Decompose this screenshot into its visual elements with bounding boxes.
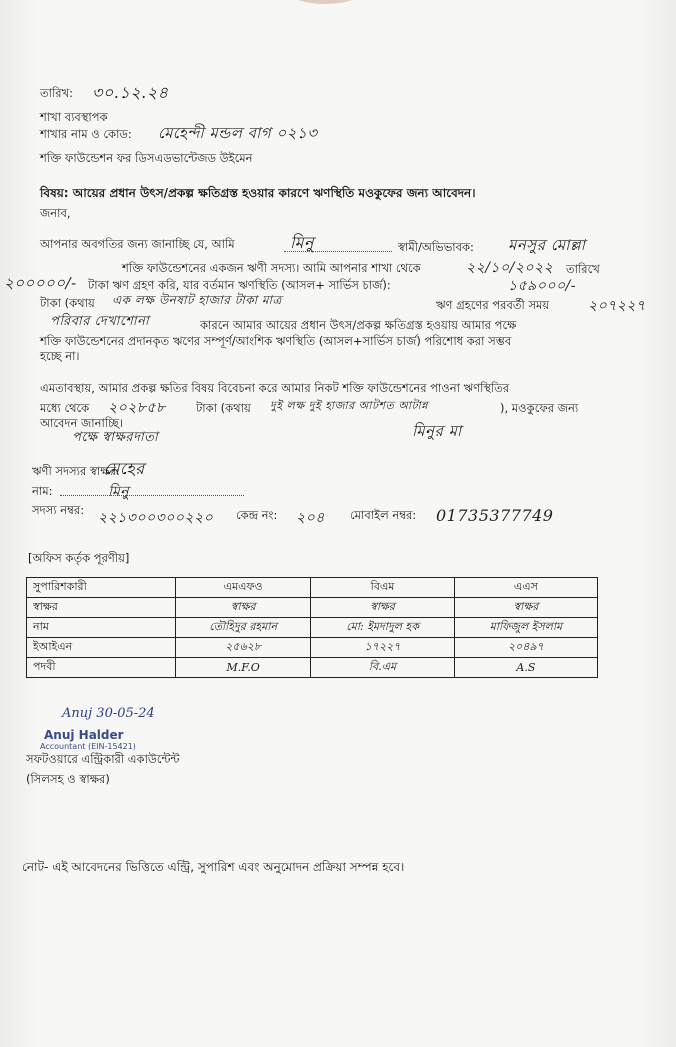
header-cell: বিএম: [311, 578, 455, 598]
witness-left-hw: পক্ষে স্বাক্ষরদাতা: [72, 430, 159, 445]
para1-line1: আপনার অবগতির জন্য জানাচ্ছি যে, আমি: [40, 237, 235, 251]
ein-cell: ১৭২২৭: [311, 638, 455, 658]
signature-cell: স্বাক্ষর: [176, 598, 311, 618]
stamp-name: Anuj Halder: [44, 728, 124, 742]
stain-mark: [290, 0, 360, 4]
office-table: [26, 577, 598, 678]
row-label: পদবী: [27, 658, 176, 678]
guardian-label: স্বামী/অভিভাবক:: [398, 240, 474, 254]
dotted-line: [60, 494, 244, 496]
signature-cell: স্বাক্ষর: [311, 598, 455, 618]
branch-label: শাখার নাম ও কোড:: [40, 127, 132, 141]
para1-line4a: টাকা (কথায়: [40, 296, 95, 310]
table-row: [27, 578, 598, 598]
accountant-line1: সফটওয়ারে এন্ট্রিকারী একাউন্টেন্ট: [26, 752, 180, 766]
designation-cell: বি.এম: [311, 658, 455, 678]
accountant-line2: (সিলসহ ও স্বাক্ষর): [26, 772, 110, 786]
member-no-label: সদস্য নম্বর:: [32, 503, 85, 517]
header-cell: সুপারিশকারী: [27, 578, 176, 598]
branch-value: মেহেন্দী মন্ডল বাগ ০২১৩: [158, 124, 318, 142]
waiver-words-hw: দুই লক্ষ দুই হাজার আটশত আটান্ন: [270, 399, 429, 412]
member-no-value: ২২১৩০০৩০০২২০: [98, 510, 214, 526]
row-label: নাম: [27, 618, 176, 638]
para2-line1: এমতাবস্থায়, আমার প্রকল্প ক্ষতির বিষয় বিবেচনা করে আমার নিকট শক্তি ফাউন্ডেশনের পাওনা ঋণস্থিতির: [40, 381, 510, 395]
name-cell: তৌহিদুর রহমান: [176, 618, 311, 638]
member-name-value: মিনু: [108, 484, 130, 500]
para1-line5: কারনে আমার আয়ের প্রধান উৎস/প্রকল্প ক্ষতিগ্রস্ত হওয়ায় আমার পক্ষে: [200, 318, 517, 332]
name-label: নাম:: [32, 484, 53, 498]
header-cell: এএস: [454, 578, 597, 598]
signature-cell: স্বাক্ষর: [454, 598, 597, 618]
member-signature: মেহের: [104, 459, 145, 478]
loan-amount-hw: ২০০০০০/-: [4, 274, 77, 292]
waiver-amount-hw: ২০২৮৫৮: [108, 400, 166, 416]
loan-date-hw: ২২/১০/২০২২: [466, 260, 554, 276]
sign-label: ঋণী সদস্যর স্বাক্ষর:: [32, 464, 120, 478]
para1-line3: টাকা ঋণ গ্রহণ করি, যার বর্তমান ঋণস্থিতি (আসল+ সার্ভিস চার্জ):: [88, 278, 391, 292]
para2-line2c: ), মওকুফের জন্য: [500, 401, 579, 415]
date-value: ৩০.১২.২৪: [92, 83, 169, 102]
office-heading: [অফিস কর্তৃক পূরণীয়]: [28, 551, 130, 565]
row-label: ইআইএন: [27, 638, 176, 658]
table-row: [27, 658, 598, 678]
date-label: তারিখ:: [40, 86, 74, 100]
center-value: ২০৪: [296, 510, 325, 526]
note-line: নোট- এই আবেদনের ভিত্তিতে এন্ট্রি, সুপারিশ এবং অনুমোদন প্রক্রিয়া সম্পন্ন হবে।: [22, 860, 405, 874]
para1-line2: শক্তি ফাউন্ডেশনের একজন ঋণী সদস্য। আমি আপনার শাখা থেকে: [122, 261, 421, 275]
addressee-org: শক্তি ফাউন্ডেশন ফর ডিসএডভান্টেজড উইমেন: [40, 151, 253, 165]
witness-right-hw: মিনুর মা: [412, 422, 462, 440]
ein-cell: ২৫৬২৮: [176, 638, 311, 658]
cause-hw: পরিবার দেখাশোনা: [50, 314, 150, 329]
ein-cell: ২০৪৯৭: [454, 638, 597, 658]
stamp-signature: Anuj 30-05-24: [62, 706, 155, 721]
salutation: জনাব,: [40, 206, 71, 220]
table-row: [27, 618, 598, 638]
balance-words-hw: এক লক্ষ উনষাট হাজার টাকা মাত্র: [112, 293, 282, 307]
mobile-value: 01735377749: [436, 506, 554, 525]
row-label: স্বাক্ষর: [27, 598, 176, 618]
para2-line3: আবেদন জানাচ্ছি।: [40, 416, 124, 430]
member-name-hw: মিনু: [290, 233, 315, 252]
name-cell: মাফিজুল ইসলাম: [454, 618, 597, 638]
subject-line: বিষয়: আয়ের প্রধান উৎস/প্রকল্প ক্ষতিগ্রস্ত হওয়ার কারণে ঋণস্থিতি মওকুফের জন্য আবেদন।: [40, 186, 476, 200]
para2-line2b: টাকা (কথায়: [196, 401, 251, 415]
para2-line2a: মধ্যে থেকে: [40, 401, 90, 415]
designation-cell: M.F.O: [176, 658, 311, 678]
para1-line6: শক্তি ফাউন্ডেশনের প্রদানকৃত ঋণের সম্পূর্ণ/আংশিক ঋণস্থিতি (আসল+সার্ভিস চার্জ) পরিশোধ করা সম্ভব: [40, 334, 512, 348]
guardian-hw: মনসুর মোল্লা: [508, 236, 586, 254]
balance-hw: ১৫৯০০০/-: [508, 278, 577, 294]
designation-cell: A.S: [454, 658, 597, 678]
header-cell: এমএফও: [176, 578, 311, 598]
para1-line7: হচ্ছে না।: [40, 349, 80, 363]
addressee-title: শাখা ব্যবস্থাপক: [40, 110, 108, 124]
stamp-subtitle: Accountant (EIN-15421): [40, 742, 136, 751]
table-row: [27, 638, 598, 658]
side-number-hw: ২০৭২২৭: [588, 298, 646, 314]
table-row: [27, 598, 598, 618]
center-label: কেন্দ্র নং:: [236, 508, 278, 522]
para1-line4b: ঋণ গ্রহণের পরবর্তী সময়: [436, 298, 550, 312]
mobile-label: মোবাইল নম্বর:: [350, 508, 417, 522]
para1-line2b: তারিখে: [566, 262, 600, 276]
name-cell: মো: ইমদাদুল হক: [311, 618, 455, 638]
